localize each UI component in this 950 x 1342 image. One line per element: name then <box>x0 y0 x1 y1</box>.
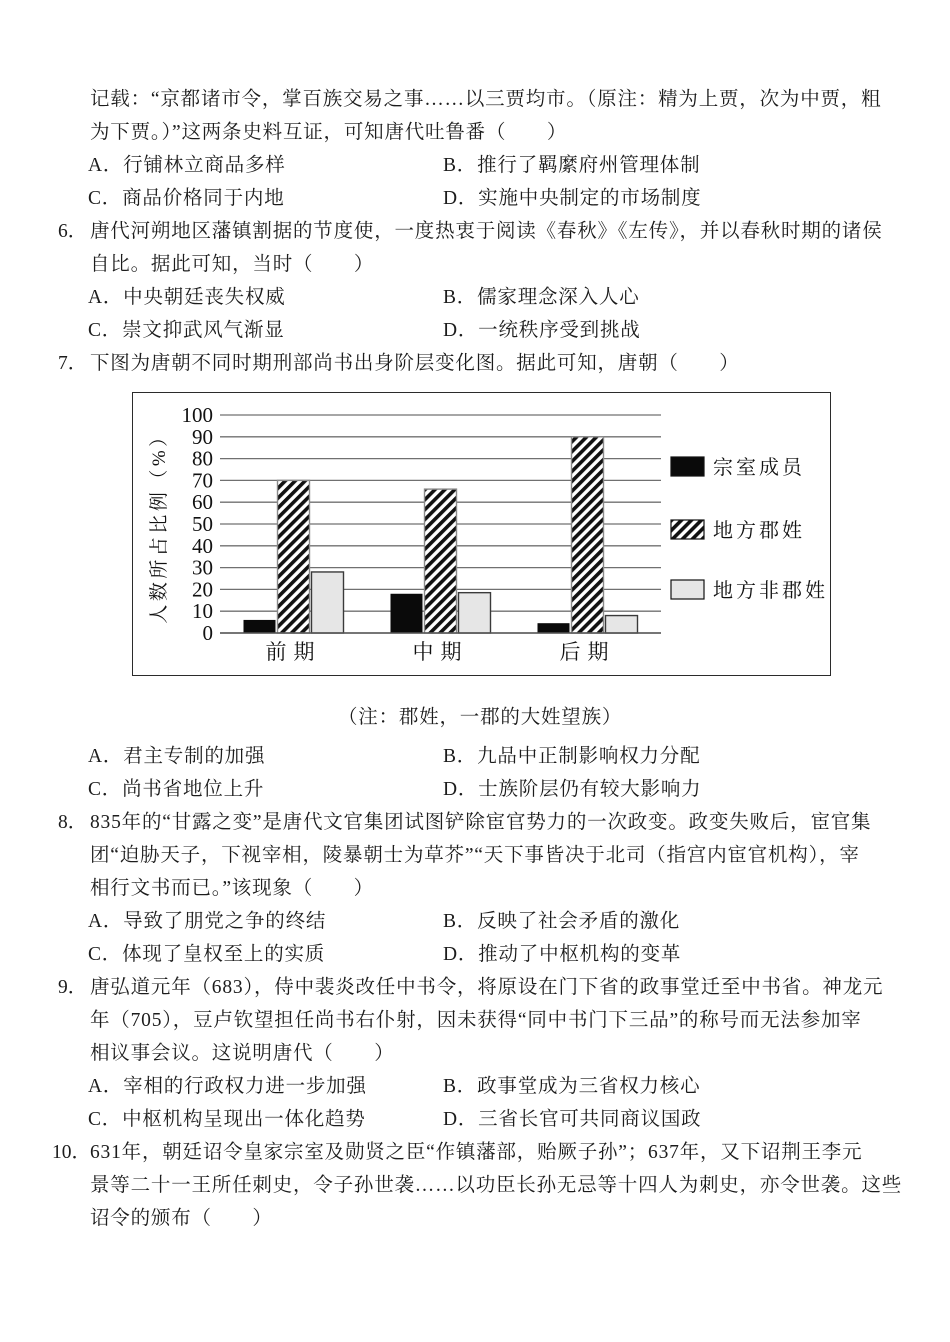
bar-前期-地方非郡姓 <box>312 572 344 633</box>
x-tick-label: 后期 <box>559 640 616 664</box>
svg-text:70: 70 <box>192 468 213 493</box>
q6-option-a: A．中央朝廷丧失权威 <box>88 287 286 308</box>
bar-chart <box>133 393 830 675</box>
q7-option-c: C．尚书省地位上升 <box>88 779 265 800</box>
q9-line-1 <box>0 971 950 1004</box>
q6-options-ab <box>0 281 950 314</box>
svg-text:宗室成员: 宗室成员 <box>713 457 805 479</box>
x-tick-label: 中期 <box>412 640 469 664</box>
q5-option-b: B．推行了羁縻府州管理体制 <box>443 155 701 176</box>
bar-前期-宗室成员 <box>244 620 276 633</box>
q6-option-b: B．儒家理念深入人心 <box>443 287 640 308</box>
q5-option-d: D．实施中央制定的市场制度 <box>443 188 702 209</box>
q9-option-c: C．中枢机构呈现出一体化趋势 <box>88 1109 366 1130</box>
svg-text:90: 90 <box>192 424 213 449</box>
bar-中期-地方郡姓 <box>425 489 457 633</box>
svg-text:30: 30 <box>192 555 213 580</box>
q9-option-d: D．三省长官可共同商议国政 <box>443 1109 702 1130</box>
x-tick-label: 前期 <box>265 640 322 664</box>
q9-option-a: A．宰相的行政权力进一步加强 <box>88 1076 367 1097</box>
q7-text: 下图为唐朝不同时期刑部尚书出身阶层变化图。据此可知，唐朝（ ） <box>90 353 740 374</box>
q10-number: 10． <box>52 1142 92 1163</box>
svg-text:80: 80 <box>192 446 213 471</box>
q10-line-1 <box>0 1136 950 1169</box>
q8-option-d: D．推动了中枢机构的变革 <box>443 944 682 965</box>
q5-line-1: 记载：“京都诸市令，掌百族交易之事……以三贾均市。（原注：精为上贾，次为中贾，粗 <box>90 89 882 110</box>
q10-text: 631年，朝廷诏令皇家宗室及勋贤之臣“作镇藩部，贻厥子孙”；637年，又下诏荆王李元 <box>90 1142 863 1163</box>
q10-line-2: 景等二十一王所任刺史，令子孙世袭……以功臣长孙无忌等十四人为刺史，亦令世袭。这些 <box>90 1175 903 1196</box>
q7-options-cd <box>0 773 950 806</box>
y-axis-label: 人数所占比例（%） <box>149 424 170 624</box>
q7-option-b: B．九品中正制影响权力分配 <box>443 746 701 767</box>
q8-option-c: C．体现了皇权至上的实质 <box>88 944 326 965</box>
q9-line-3: 相议事会议。这说明唐代（ ） <box>90 1043 395 1064</box>
q8-options-cd <box>0 938 950 971</box>
bar-前期-地方郡姓 <box>278 480 310 633</box>
chart-note: （注：郡姓，一郡的大姓望族） <box>338 707 623 728</box>
q5-line-2: 为下贾。）”这两条史料互证，可知唐代吐鲁番（ ） <box>90 122 568 143</box>
bar-后期-宗室成员 <box>538 623 570 633</box>
q9-line-2: 年（705），豆卢钦望担任尚书右仆射，因未获得“同中书门下三品”的称号而无法参加宰 <box>90 1010 862 1031</box>
q8-number: 8． <box>58 812 88 833</box>
q6-number: 6． <box>58 221 88 242</box>
q7-line-1 <box>0 347 950 380</box>
q7-option-a: A．君主专制的加强 <box>88 746 266 767</box>
svg-text:0: 0 <box>202 621 213 645</box>
svg-text:50: 50 <box>192 512 213 536</box>
chart-legend <box>671 456 828 602</box>
svg-text:20: 20 <box>192 577 213 602</box>
svg-text:40: 40 <box>192 533 213 558</box>
q6-option-c: C．崇文抑武风气渐显 <box>88 320 285 341</box>
q7-number: 7． <box>58 353 88 374</box>
q8-line-3: 相行文书而已。”该现象（ ） <box>90 878 374 899</box>
q7-options-ab <box>0 740 950 773</box>
q8-options-ab <box>0 905 950 938</box>
q9-text: 唐弘道元年（683），侍中裴炎改任中书令，将原设在门下省的政事堂迁至中书省。神龙元 <box>90 977 884 998</box>
svg-text:100: 100 <box>181 403 213 427</box>
bar-后期-地方郡姓 <box>572 437 604 633</box>
q6-text: 唐代河朔地区藩镇割据的节度使，一度热衷于阅读《春秋》《左传》，并以春秋时期的诸侯 <box>90 221 883 242</box>
q5-options-cd <box>0 182 950 215</box>
q9-option-b: B．政事堂成为三省权力核心 <box>443 1076 701 1097</box>
q6-option-d: D．一统秩序受到挑战 <box>443 320 641 341</box>
bar-后期-地方非郡姓 <box>606 616 638 633</box>
q6-options-cd <box>0 314 950 347</box>
q8-line-2: 团“迫胁天子，下视宰相，陵暴朝士为草芥”“天下事皆决于北司（指宫内宦官机构），宰 <box>90 845 860 866</box>
bar-chart-figure <box>132 392 831 676</box>
q5-option-a: A．行铺林立商品多样 <box>88 155 286 176</box>
q8-text: 835年的“甘露之变”是唐代文官集团试图铲除宦官势力的一次政变。政变失败后，宦官集 <box>90 812 872 833</box>
q5-options-ab <box>0 149 950 182</box>
bar-中期-宗室成员 <box>391 594 423 633</box>
svg-text:地方非郡姓: 地方非郡姓 <box>713 580 828 602</box>
svg-text:10: 10 <box>192 599 213 624</box>
q8-line-1 <box>0 806 950 839</box>
q6-line-2: 自比。据此可知，当时（ ） <box>90 254 375 275</box>
q9-number: 9． <box>58 977 88 998</box>
q8-option-a: A．导致了朋党之争的终结 <box>88 911 327 932</box>
q9-options-cd <box>0 1103 950 1136</box>
bar-中期-地方非郡姓 <box>459 593 491 633</box>
q8-option-b: B．反映了社会矛盾的激化 <box>443 911 681 932</box>
q9-options-ab <box>0 1070 950 1103</box>
bars <box>244 437 638 664</box>
svg-text:地方郡姓: 地方郡姓 <box>713 520 805 542</box>
svg-text:60: 60 <box>192 490 213 515</box>
q5-option-c: C．商品价格同于内地 <box>88 188 285 209</box>
q6-line-1 <box>0 215 950 248</box>
q10-line-3: 诏令的颁布（ ） <box>90 1208 273 1229</box>
q7-option-d: D．士族阶层仍有较大影响力 <box>443 779 702 800</box>
